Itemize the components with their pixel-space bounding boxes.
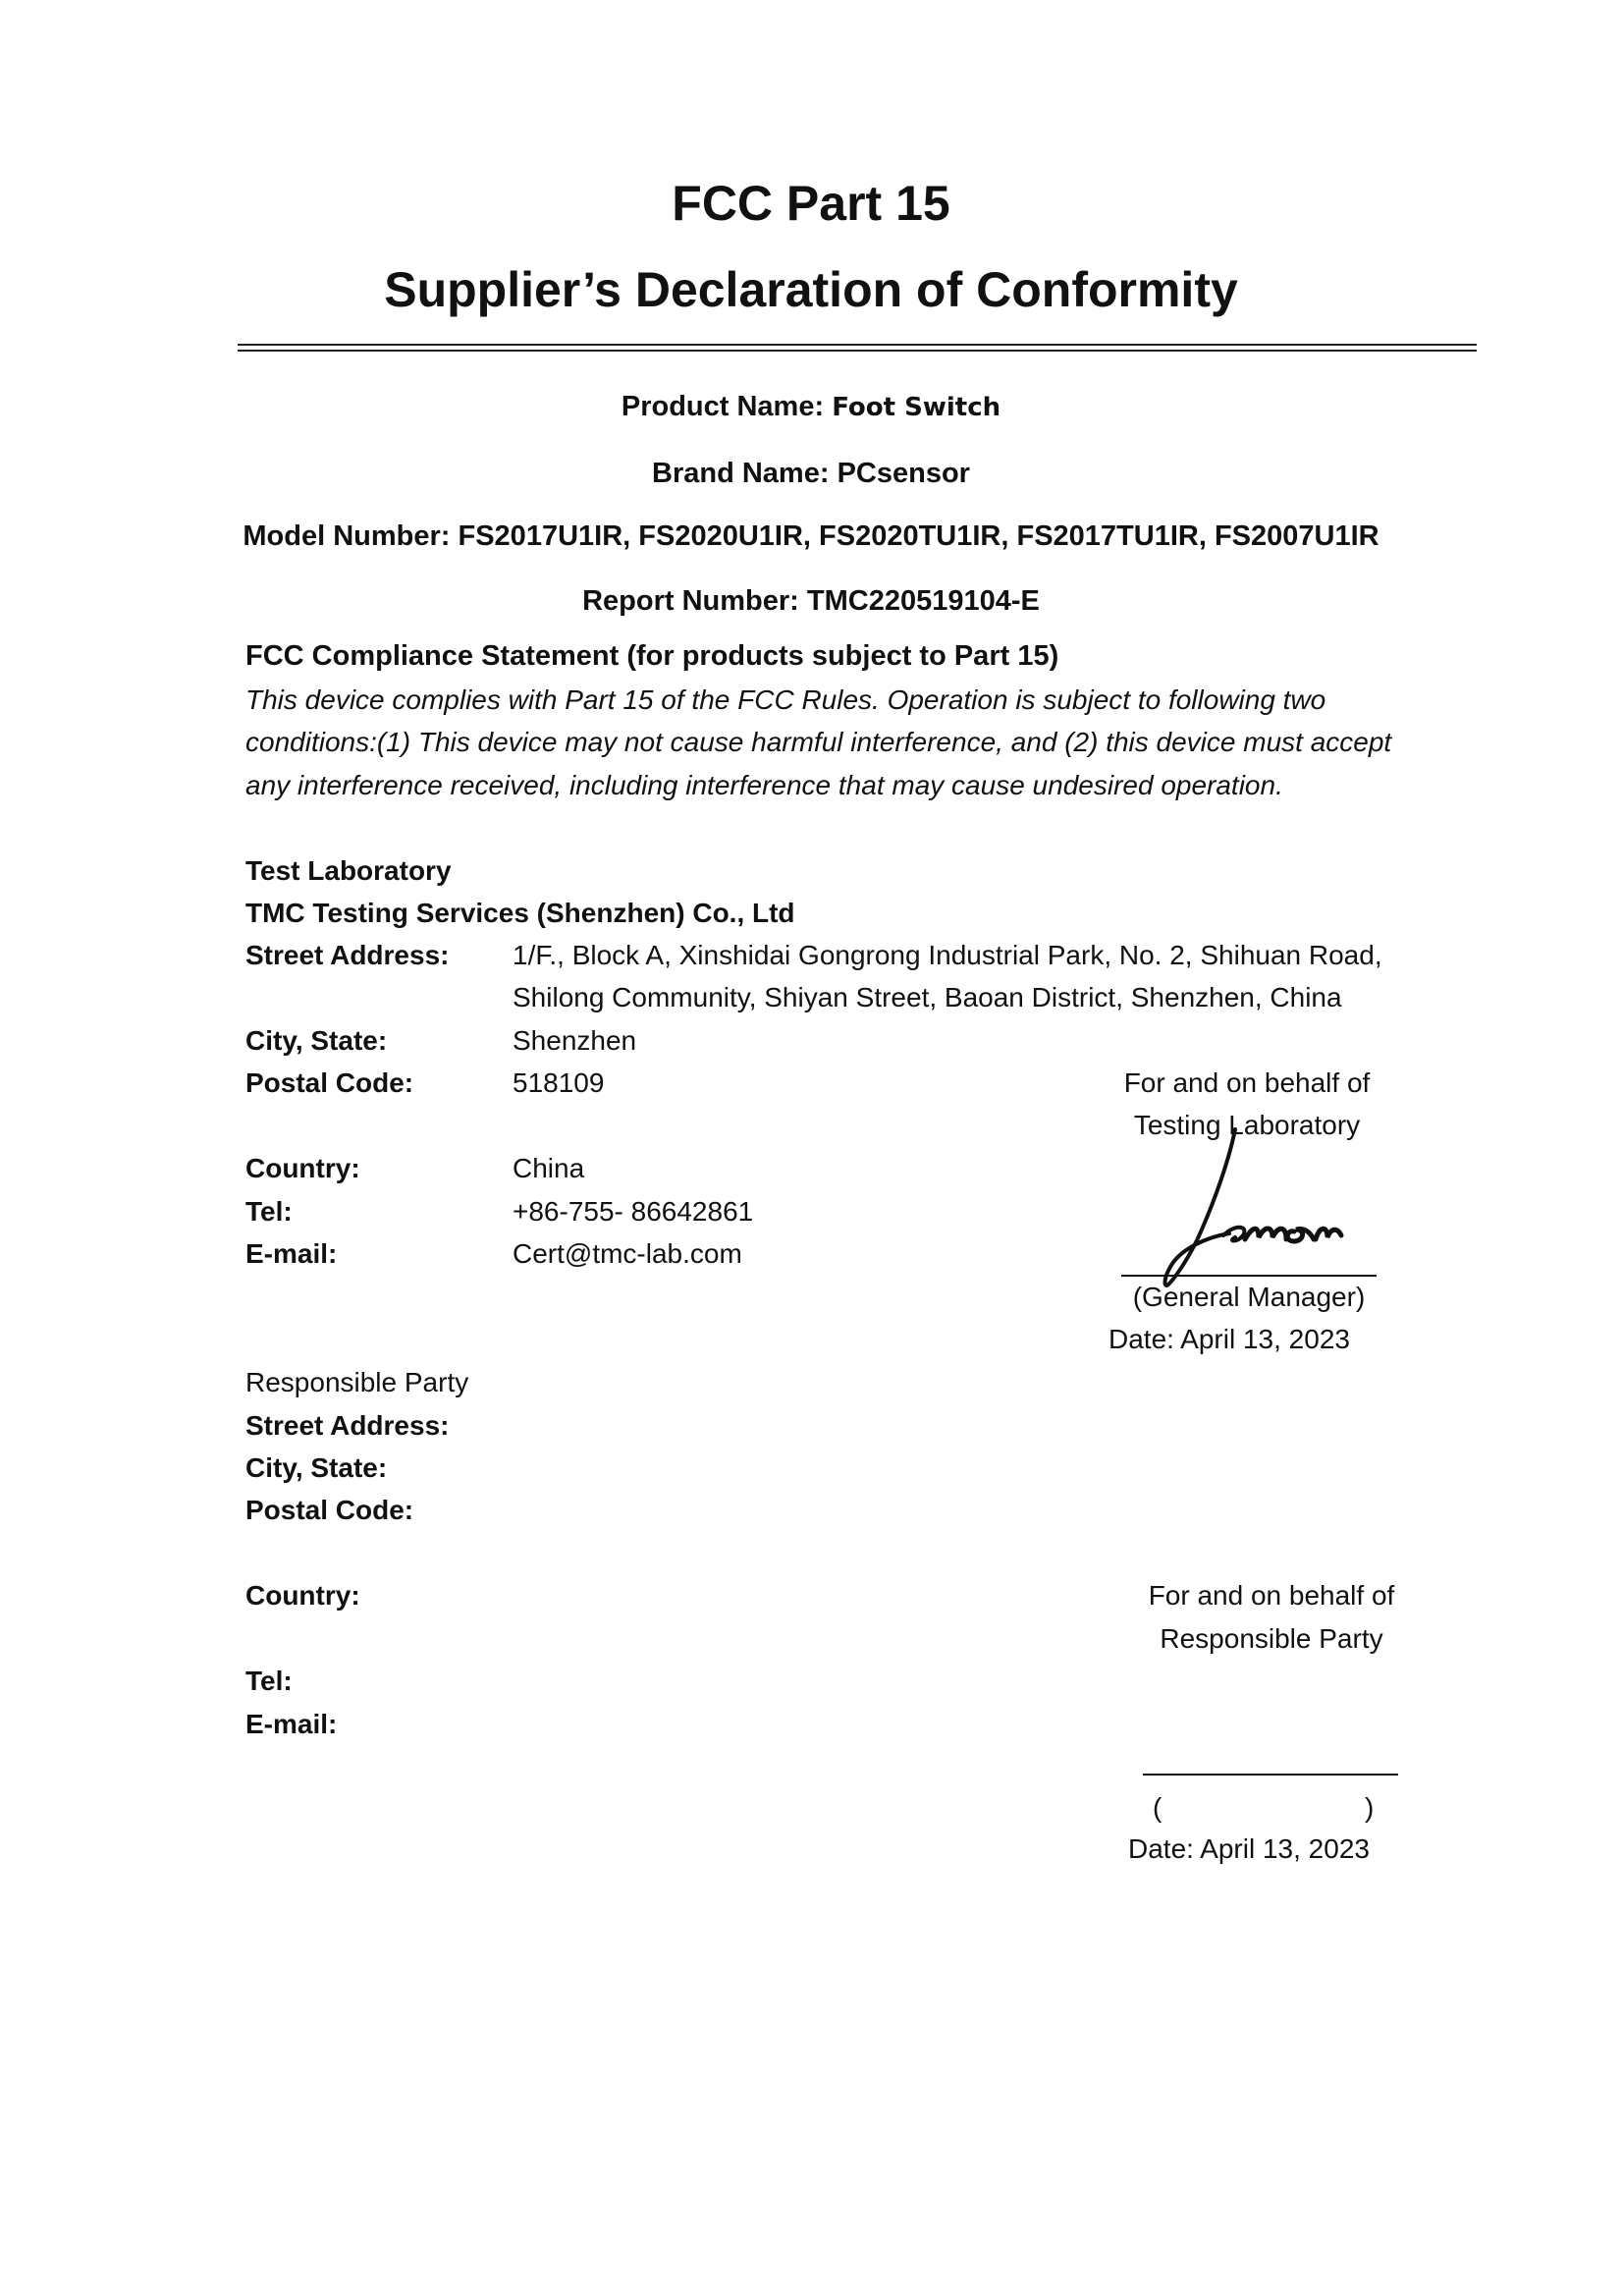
brand-name-value: PCsensor bbox=[837, 458, 970, 489]
report-number-line bbox=[0, 585, 1622, 618]
test-lab-company: TMC Testing Services (Shenzhen) Co., Ltd bbox=[245, 898, 795, 928]
lab-signature bbox=[1119, 1120, 1375, 1296]
product-name-value: Foot Switch bbox=[832, 393, 1001, 422]
rp-date: Date: April 13, 2023 bbox=[1128, 1833, 1370, 1864]
compliance-heading: FCC Compliance Statement (for products subject to Part 15) bbox=[245, 640, 1059, 672]
product-name-label: Product Name: bbox=[621, 391, 825, 422]
lab-signer-title: (General Manager) bbox=[1132, 1282, 1366, 1312]
test-lab-heading: Test Laboratory bbox=[245, 855, 452, 886]
title-line-1: FCC Part 15 bbox=[672, 176, 950, 231]
lab-street-line-2: Shilong Community, Shiyan Street, Baoan District, Shenzhen, China bbox=[513, 982, 1342, 1012]
rp-email-label: E-mail: bbox=[245, 1709, 338, 1739]
compliance-line-1: This device complies with Part 15 of the FCC Rules. Operation is subject to following two bbox=[245, 684, 1326, 715]
lab-city-label: City, State: bbox=[245, 1025, 388, 1056]
lab-email-label: E-mail: bbox=[245, 1238, 338, 1269]
responsible-party-heading: Responsible Party bbox=[245, 1367, 469, 1397]
lab-street-label: Street Address: bbox=[245, 940, 450, 970]
rp-behalf-line-1: For and on behalf of bbox=[1148, 1580, 1395, 1611]
lab-behalf-line-1: For and on behalf of bbox=[1123, 1067, 1371, 1098]
lab-tel-value: +86-755- 86642861 bbox=[513, 1196, 754, 1227]
lab-date: Date: April 13, 2023 bbox=[1108, 1324, 1350, 1354]
rp-behalf-line-2: Responsible Party bbox=[1160, 1623, 1383, 1654]
lab-postal-label: Postal Code: bbox=[245, 1067, 414, 1098]
model-number-label: Model Number: bbox=[243, 520, 451, 552]
brand-name-line bbox=[0, 458, 1622, 490]
lab-street-line-1: 1/F., Block A, Xinshidai Gongrong Industrial Park, No. 2, Shihuan Road, bbox=[513, 940, 1382, 970]
model-number-value: FS2017U1IR, FS2020U1IR, FS2020TU1IR, FS2017TU1IR, FS2007U1IR bbox=[458, 520, 1379, 552]
rp-paren-open: ( bbox=[1153, 1792, 1162, 1823]
report-number-label: Report Number: bbox=[582, 585, 799, 617]
header-rule-bottom bbox=[238, 350, 1477, 352]
title-line-2: Supplier’s Declaration of Conformity bbox=[384, 262, 1238, 317]
lab-country-value: China bbox=[513, 1153, 585, 1183]
report-number-value: TMC220519104-E bbox=[806, 585, 1040, 617]
lab-country-label: Country: bbox=[245, 1153, 360, 1183]
rp-country-label: Country: bbox=[245, 1580, 360, 1611]
product-name-line bbox=[0, 391, 1622, 423]
model-number-line bbox=[0, 520, 1622, 553]
rp-tel-label: Tel: bbox=[245, 1666, 293, 1696]
compliance-line-3: any interference received, including interference that may cause undesired operation. bbox=[245, 770, 1283, 800]
brand-name-label: Brand Name: bbox=[652, 458, 830, 489]
header-rule-top bbox=[238, 344, 1477, 346]
lab-email-value: Cert@tmc-lab.com bbox=[513, 1238, 742, 1269]
lab-tel-label: Tel: bbox=[245, 1196, 293, 1227]
rp-signature-line bbox=[1143, 1774, 1398, 1776]
lab-behalf-line-2: Testing Laboratory bbox=[1133, 1110, 1361, 1140]
lab-signature-line bbox=[1121, 1275, 1377, 1277]
compliance-line-2: conditions:(1) This device may not cause harmful interference, and (2) this device must accept bbox=[245, 727, 1392, 757]
rp-street-label: Street Address: bbox=[245, 1410, 450, 1441]
lab-city-value: Shenzhen bbox=[513, 1025, 637, 1056]
rp-postal-label: Postal Code: bbox=[245, 1495, 414, 1525]
lab-postal-value: 518109 bbox=[513, 1067, 605, 1098]
rp-city-label: City, State: bbox=[245, 1452, 388, 1483]
rp-paren-close: ) bbox=[1365, 1792, 1375, 1823]
